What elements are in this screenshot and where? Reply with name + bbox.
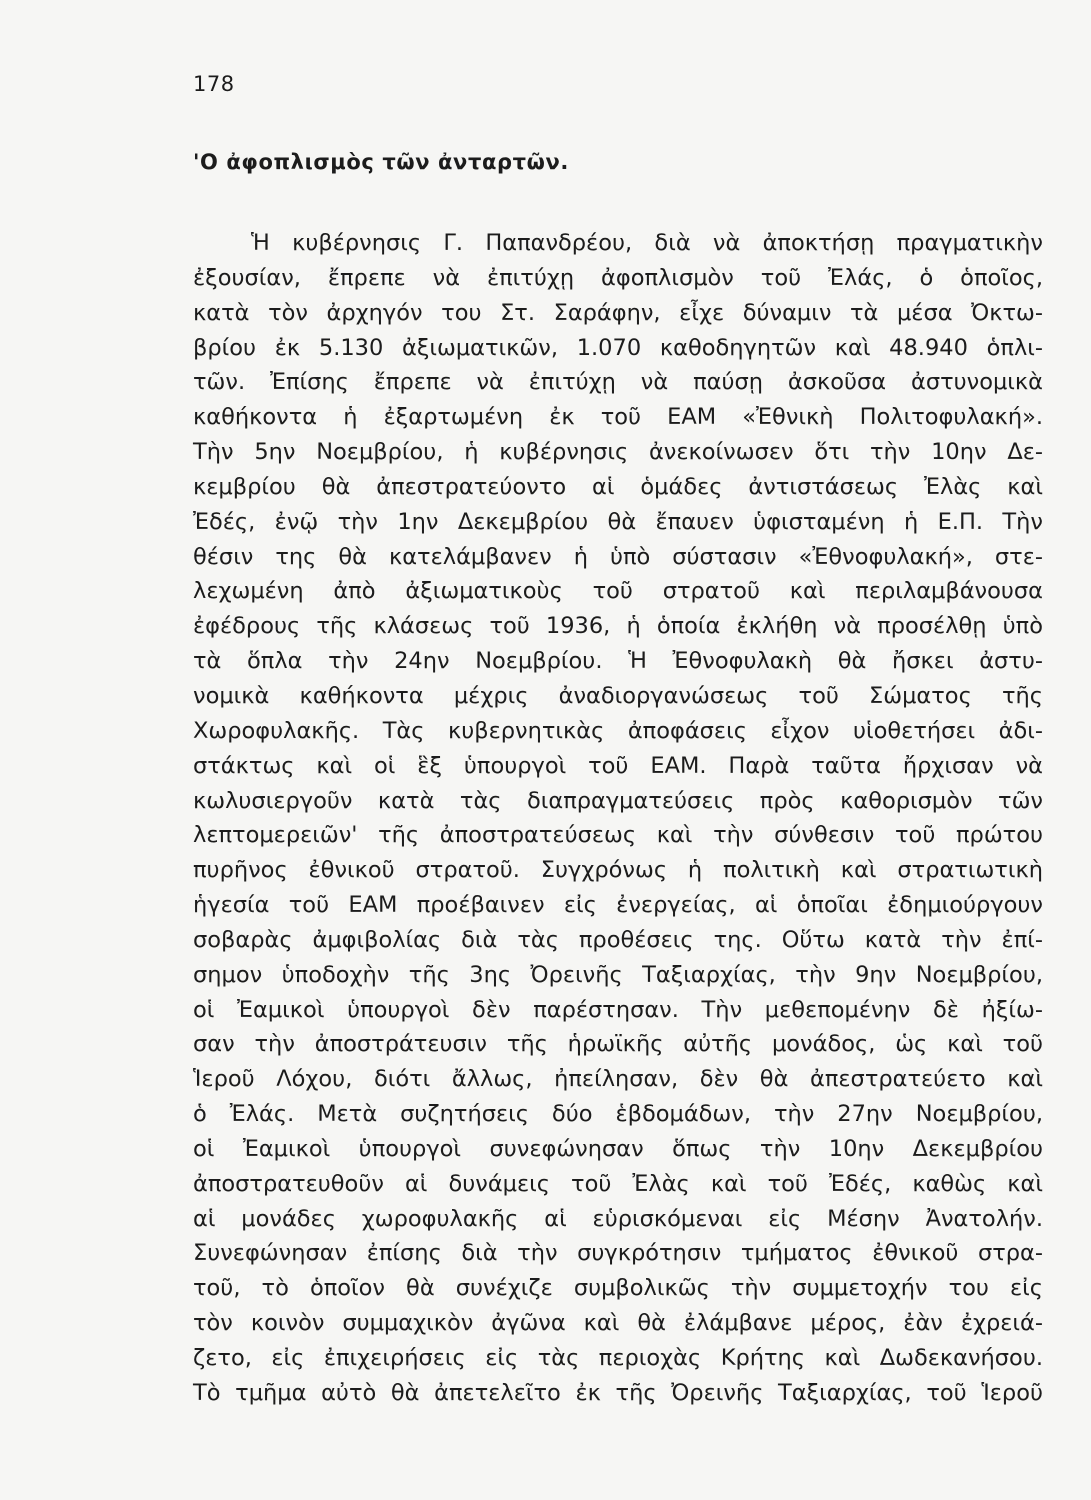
section-heading: 'Ο ἀφοπλισμὸς τῶν ἀνταρτῶν. <box>193 150 569 174</box>
text-line: ἐξουσίαν, ἔπρεπε νὰ ἐπιτύχῃ ἀφοπλισμὸν τοῦ Ἐλάς, ὁ ὁποῖος, <box>193 264 1043 291</box>
text-line: θέσιν της θὰ κατελάμβανεν ἡ ὑπὸ σύστασιν «Ἐθνοφυλακή», στε- <box>193 543 1043 570</box>
text-line: τοῦ, τὸ ὁποῖον θὰ συνέχιζε συμβολικῶς τὴν συμμετοχήν του εἰς <box>193 1275 1043 1302</box>
text-line: Τὴν 5ην Νοεμβρίου, ἡ κυβέρνησις ἀνεκοίνωσεν ὅτι τὴν 10ην Δε- <box>193 439 1043 466</box>
text-line: τὸν κοινὸν συμμαχικὸν ἀγῶνα καὶ θὰ ἐλάμβανε μέρος, ἐὰν ἐχρειά- <box>193 1310 1043 1337</box>
text-line: κεμβρίου θὰ ἀπεστρατεύοντο αἱ ὁμάδες ἀντιστάσεως Ἐλὰς καὶ <box>193 473 1043 500</box>
text-line: οἱ Ἐαμικοὶ ὑπουργοὶ δὲν παρέστησαν. Τὴν μεθεπομένην δὲ ἠξίω- <box>193 996 1043 1023</box>
text-line: τὰ ὅπλα τὴν 24ην Νοεμβρίου. Ἡ Ἐθνοφυλακὴ θὰ ἤσκει ἀστυ- <box>193 648 1043 675</box>
text-line: βρίου ἐκ 5.130 ἀξιωματικῶν, 1.070 καθοδηγητῶν καὶ 48.940 ὁπλι- <box>193 334 1043 361</box>
text-line: σαν τὴν ἀποστράτευσιν τῆς ἡρωϊκῆς αὐτῆς μονάδος, ὡς καὶ τοῦ <box>193 1031 1043 1058</box>
text-line: Ἱεροῦ Λόχου, διότι ἄλλως, ἠπείλησαν, δὲν θὰ ἀπεστρατεύετο καὶ <box>193 1066 1043 1093</box>
text-line: καθήκοντα ἡ ἐξαρτωμένη ἐκ τοῦ ΕΑΜ «Ἐθνικὴ Πολιτοφυλακή». <box>193 404 1043 431</box>
text-line: στάκτως καὶ οἱ ἓξ ὑπουργοὶ τοῦ ΕΑΜ. Παρὰ ταῦτα ἤρχισαν νὰ <box>193 752 1043 779</box>
text-line: ἀποστρατευθοῦν αἱ δυνάμεις τοῦ Ἐλὰς καὶ τοῦ Ἐδές, καθὼς καὶ <box>193 1170 1043 1197</box>
text-line: Τὸ τμῆμα αὐτὸ θὰ ἀπετελεῖτο ἐκ τῆς Ὀρεινῆς Ταξιαρχίας, τοῦ Ἱεροῦ <box>193 1379 1043 1406</box>
text-line: ἐφέδρους τῆς κλάσεως τοῦ 1936, ἡ ὁποία ἐκλήθη νὰ προσέλθῃ ὑπὸ <box>193 613 1043 640</box>
text-line: Ἐδές, ἐνῷ τὴν 1ην Δεκεμβρίου θὰ ἔπαυεν ὑφισταμένη ἡ Ε.Π. Τὴν <box>193 508 1043 535</box>
text-line: Συνεφώνησαν ἐπίσης διὰ τὴν συγκρότησιν τμήματος ἐθνικοῦ στρα- <box>193 1240 1043 1267</box>
text-line: ἡγεσία τοῦ ΕΑΜ προέβαινεν εἰς ἐνεργείας, αἱ ὁποῖαι ἐδημιούργουν <box>193 892 1043 919</box>
text-line: νομικὰ καθήκοντα μέχρις ἀναδιοργανώσεως τοῦ Σώματος τῆς <box>193 682 1043 709</box>
text-line: λεπτομερειῶν' τῆς ἀποστρατεύσεως καὶ τὴν σύνθεσιν τοῦ πρώτου <box>193 822 1043 849</box>
text-line: Χωροφυλακῆς. Τὰς κυβερνητικὰς ἀποφάσεις εἶχον υἱοθετήσει ἀδι- <box>193 717 1043 744</box>
text-line: σημον ὑποδοχὴν τῆς 3ης Ὀρεινῆς Ταξιαρχίας, τὴν 9ην Νοεμβρίου, <box>193 961 1043 988</box>
body-text <box>193 226 1043 1411</box>
text-line: λεχωμένη ἀπὸ ἀξιωματικοὺς τοῦ στρατοῦ καὶ περιλαμβάνουσα <box>193 578 1043 605</box>
text-line: οἱ Ἐαμικοὶ ὑπουργοὶ συνεφώνησαν ὅπως τὴν 10ην Δεκεμβρίου <box>193 1135 1043 1162</box>
text-line: πυρῆνος ἐθνικοῦ στρατοῦ. Συγχρόνως ἡ πολιτικὴ καὶ στρατιωτικὴ <box>193 857 1043 884</box>
text-line: κωλυσιεργοῦν κατὰ τὰς διαπραγματεύσεις πρὸς καθορισμὸν τῶν <box>193 787 1043 814</box>
text-line: σοβαρὰς ἀμφιβολίας διὰ τὰς προθέσεις της. Οὕτω κατὰ τὴν ἐπί- <box>193 926 1043 953</box>
text-line: κατὰ τὸν ἀρχηγόν του Στ. Σαράφην, εἶχε δύναμιν τὰ μέσα Ὀκτω- <box>193 299 1043 326</box>
text-line: Ἡ κυβέρνησις Γ. Παπανδρέου, διὰ νὰ ἀποκτήσῃ πραγματικὴν <box>251 230 1043 256</box>
text-line: αἱ μονάδες χωροφυλακῆς αἱ εὑρισκόμεναι εἰς Μέσην Ἀνατολήν. <box>193 1205 1043 1232</box>
text-line: τῶν. Ἐπίσης ἔπρεπε νὰ ἐπιτύχῃ νὰ παύσῃ ἀσκοῦσα ἀστυνομικὰ <box>193 369 1043 396</box>
page-number: 178 <box>193 72 235 96</box>
text-line: ὁ Ἐλάς. Μετὰ συζητήσεις δύο ἑβδομάδων, τὴν 27ην Νοεμβρίου, <box>193 1101 1043 1128</box>
text-line: ζετο, εἰς ἐπιχειρήσεις εἰς τὰς περιοχὰς Κρήτης καὶ Δωδεκανήσου. <box>193 1345 1043 1371</box>
